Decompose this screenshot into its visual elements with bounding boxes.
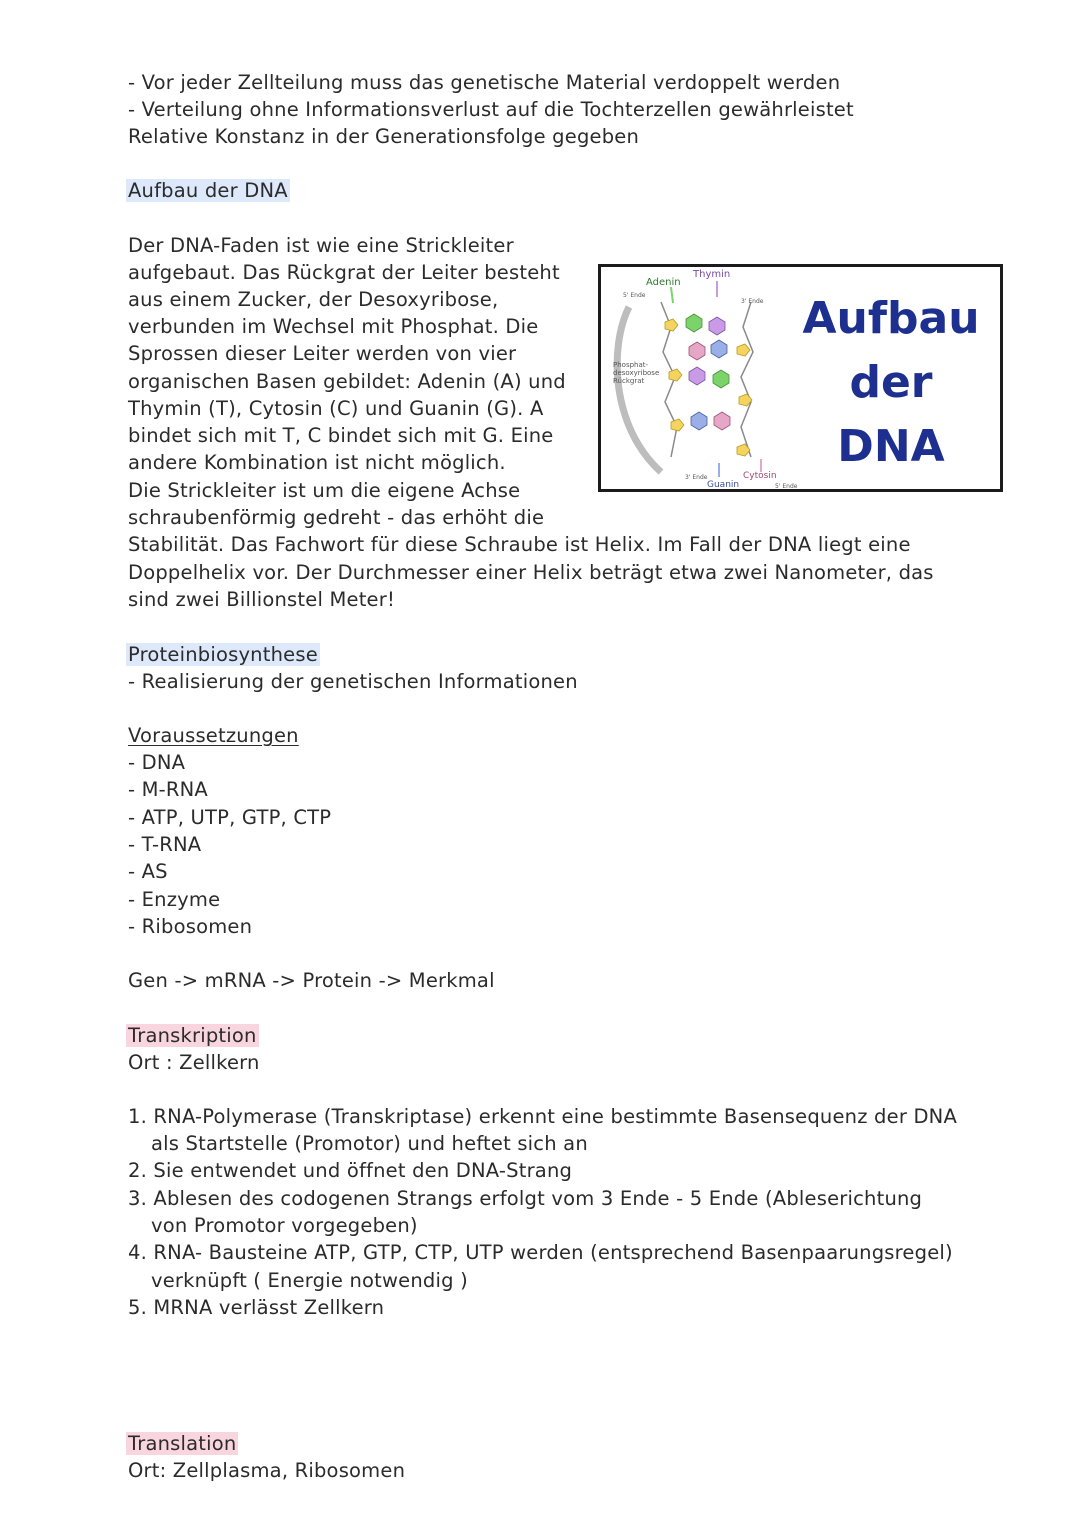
paragraph-line: Stabilität. Das Fachwort für diese Schraube ist Helix. Im Fall der DNA liegt eine bbox=[128, 533, 911, 556]
paragraph-line: aus einem Zucker, der Desoxyribose, bbox=[128, 288, 499, 311]
list-item: - DNA bbox=[128, 751, 186, 774]
ort-line: Ort : Zellkern bbox=[128, 1051, 260, 1074]
figure-title bbox=[791, 287, 991, 479]
heading-text: Transkription bbox=[128, 1024, 257, 1047]
paragraph-line: verbunden im Wechsel mit Phosphat. Die bbox=[128, 315, 539, 338]
label-adenin: Adenin bbox=[646, 277, 681, 288]
label-backbone: Phosphat- bbox=[613, 361, 649, 369]
intro-line: - Vor jeder Zellteilung muss das genetische Material verdoppelt werden bbox=[128, 71, 841, 94]
guanin-base bbox=[691, 412, 707, 430]
step-line: 5. MRNA verlässt Zellkern bbox=[128, 1296, 385, 1319]
step-line: 4. RNA- Bausteine ATP, GTP, CTP, UTP werden (entsprechend Basenpaarungsregel) bbox=[128, 1241, 953, 1264]
step-line: 2. Sie entwendet und öffnet den DNA-Strang bbox=[128, 1159, 573, 1182]
figure-title-line: Aufbau bbox=[802, 293, 980, 344]
paragraph-line: Sprossen dieser Leiter werden von vier bbox=[128, 342, 517, 365]
paragraph-line: aufgebaut. Das Rückgrat der Leiter besteht bbox=[128, 261, 560, 284]
label-3-end-top: 3' Ende bbox=[741, 298, 764, 305]
list-item: - Ribosomen bbox=[128, 915, 253, 938]
section-heading-protein bbox=[128, 641, 320, 668]
paragraph-line: andere Kombination ist nicht möglich. bbox=[128, 451, 506, 474]
sugar-shape bbox=[669, 369, 682, 381]
figure-title-line: DNA bbox=[837, 421, 945, 472]
step-line: als Startstelle (Promotor) und heftet sich an bbox=[151, 1132, 588, 1155]
figure-title-line: der bbox=[849, 357, 933, 408]
paragraph-line: Doppelhelix vor. Der Durchmesser einer Helix beträgt etwa zwei Nanometer, das bbox=[128, 561, 934, 584]
section-heading-voraussetzungen: Voraussetzungen bbox=[128, 724, 299, 747]
section-heading-transkription bbox=[128, 1022, 259, 1049]
step-line: verknüpft ( Energie notwendig ) bbox=[151, 1269, 468, 1292]
cytosin-base bbox=[689, 342, 705, 360]
list-item: - ATP, UTP, GTP, CTP bbox=[128, 806, 332, 829]
label-cytosin: Cytosin bbox=[743, 471, 777, 481]
thymin-base bbox=[689, 367, 705, 385]
paragraph-line: schraubenförmig gedreht - das erhöht die bbox=[128, 506, 545, 529]
paragraph-line: sind zwei Billionstel Meter! bbox=[128, 588, 395, 611]
paragraph-line: organischen Basen gebildet: Adenin (A) und bbox=[128, 370, 566, 393]
intro-line: - Verteilung ohne Informationsverlust auf die Tochterzellen gewährleistet bbox=[128, 98, 854, 121]
list-item: - T-RNA bbox=[128, 833, 202, 856]
label-5-end-top: 5' Ende bbox=[623, 292, 646, 299]
protein-line: - Realisierung der genetischen Informationen bbox=[128, 670, 578, 693]
list-item: - Enzyme bbox=[128, 888, 221, 911]
paragraph-line: Thymin (T), Cytosin (C) und Guanin (G). A bbox=[128, 397, 544, 420]
dna-figure bbox=[598, 264, 1003, 492]
label-guanin: Guanin bbox=[707, 480, 740, 489]
cytosin-base bbox=[714, 412, 730, 430]
step-line: von Promotor vorgegeben) bbox=[151, 1214, 418, 1237]
thymin-base bbox=[709, 317, 725, 335]
paragraph-line: Die Strickleiter ist um die eigene Achse bbox=[128, 479, 521, 502]
ort-line: Ort: Zellplasma, Ribosomen bbox=[128, 1459, 406, 1482]
step-line: 1. RNA-Polymerase (Transkriptase) erkennt eine bestimmte Basensequenz der DNA bbox=[128, 1105, 957, 1128]
guanin-base bbox=[711, 340, 727, 358]
step-line: 3. Ablesen des codogenen Strangs erfolgt vom 3 Ende - 5 Ende (Ableserichtung bbox=[128, 1187, 923, 1210]
sugar-shape bbox=[737, 344, 750, 356]
label-backbone: Rückgrat bbox=[613, 377, 645, 385]
label-3-end-bottom: 3' Ende bbox=[685, 474, 708, 481]
intro-line: Relative Konstanz in der Generationsfolge gegeben bbox=[128, 125, 640, 148]
sugar-shape bbox=[671, 419, 684, 431]
flow-line: Gen -> mRNA -> Protein -> Merkmal bbox=[128, 969, 495, 992]
heading-text: Proteinbiosynthese bbox=[128, 643, 318, 666]
list-item: - AS bbox=[128, 860, 168, 883]
adenin-base bbox=[713, 370, 729, 388]
sugar-shape bbox=[665, 319, 678, 331]
helix-arrow bbox=[617, 307, 661, 472]
heading-text: Translation bbox=[128, 1432, 237, 1455]
paragraph-line: Der DNA-Faden ist wie eine Strickleiter bbox=[128, 234, 514, 257]
label-backbone: desoxyribose bbox=[613, 369, 660, 377]
right-backbone bbox=[741, 302, 753, 457]
label-5-end-bottom: 5' Ende bbox=[775, 483, 798, 489]
label-thymin: Thymin bbox=[693, 269, 731, 280]
list-item: - M-RNA bbox=[128, 778, 208, 801]
section-heading-translation bbox=[128, 1430, 238, 1457]
paragraph-line: bindet sich mit T, C bindet sich mit G. Eine bbox=[128, 424, 554, 447]
heading-text: Aufbau der DNA bbox=[128, 179, 288, 202]
adenin-base bbox=[686, 314, 702, 332]
section-heading-aufbau bbox=[128, 177, 290, 204]
adenin-arrow bbox=[671, 287, 673, 303]
